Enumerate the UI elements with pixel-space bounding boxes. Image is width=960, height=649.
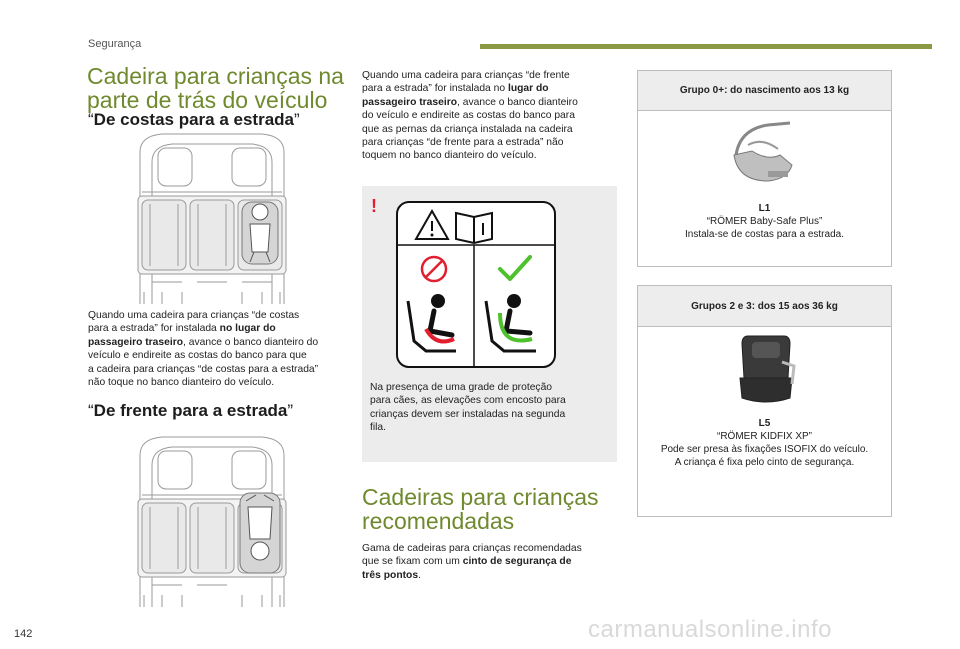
seat-card-header: Grupo 0+: do nascimento aos 13 kg [638, 71, 891, 111]
child-seat-forward-facing [240, 493, 280, 573]
rear-facing-car-diagram [122, 132, 302, 304]
baby-seat-image [728, 115, 800, 187]
forward-facing-car-diagram [122, 435, 302, 607]
seat-card-group-0 [637, 70, 892, 267]
seat-card-caption: L5 “RÖMER KIDFIX XP” Pode ser presa às fixações ISOFIX do veículo. A criança é fixa pelo cinto de segurança. [660, 418, 869, 468]
forward-facing-paragraph: Quando uma cadeira para crianças “de frente para a estrada” for instalada no lugar do passageiro traseiro, avance o banco dianteiro do veículo e endireite as costas do banco para que as pernas da criança instalada na cadeira para crianças “de frente para a estrada” não toquem no banco dianteiro do veículo. [362, 70, 578, 162]
warning-pictogram [396, 201, 556, 368]
booster-seat-image [736, 332, 796, 412]
child-seat-rear-facing [242, 202, 278, 264]
warning-text: Na presença de uma grade de proteção para cães, as elevações com encosto para crianças devem ser instaladas na segunda fila. [370, 382, 566, 434]
section-label: Segurança [88, 38, 142, 50]
watermark: carmanualsonline.info [588, 616, 832, 643]
seat-card-header: Grupos 2 e 3: dos 15 aos 36 kg [638, 286, 891, 327]
recommended-seats-title: Cadeiras para crianças recomendadas [362, 484, 599, 534]
header-accent-bar [480, 44, 932, 49]
warning-exclamation-icon: ! [371, 196, 377, 216]
rear-facing-paragraph: Quando uma cadeira para crianças “de costas para a estrada” for instalada no lugar do passageiro traseiro, avance o banco dianteiro do veículo e endireite as costas do banco para que a cadeira para crianças “de costas para a estrada” não toque no banco dianteiro do veículo. [88, 310, 319, 389]
seat-card-group-2-3 [637, 285, 892, 517]
forward-facing-heading: “De frente para a estrada” [88, 401, 294, 420]
seat-card-caption: L1 “RÖMER Baby-Safe Plus” Instala-se de costas para a estrada. [685, 203, 844, 240]
recommended-seats-paragraph: Gama de cadeiras para crianças recomendadas que se fixam com um cinto de segurança de três pontos. [362, 543, 582, 581]
rear-facing-heading: “De costas para a estrada” [88, 110, 300, 129]
page-title: Cadeira para crianças na parte de trás do veículo [87, 63, 344, 113]
page-number: 142 [14, 628, 33, 640]
